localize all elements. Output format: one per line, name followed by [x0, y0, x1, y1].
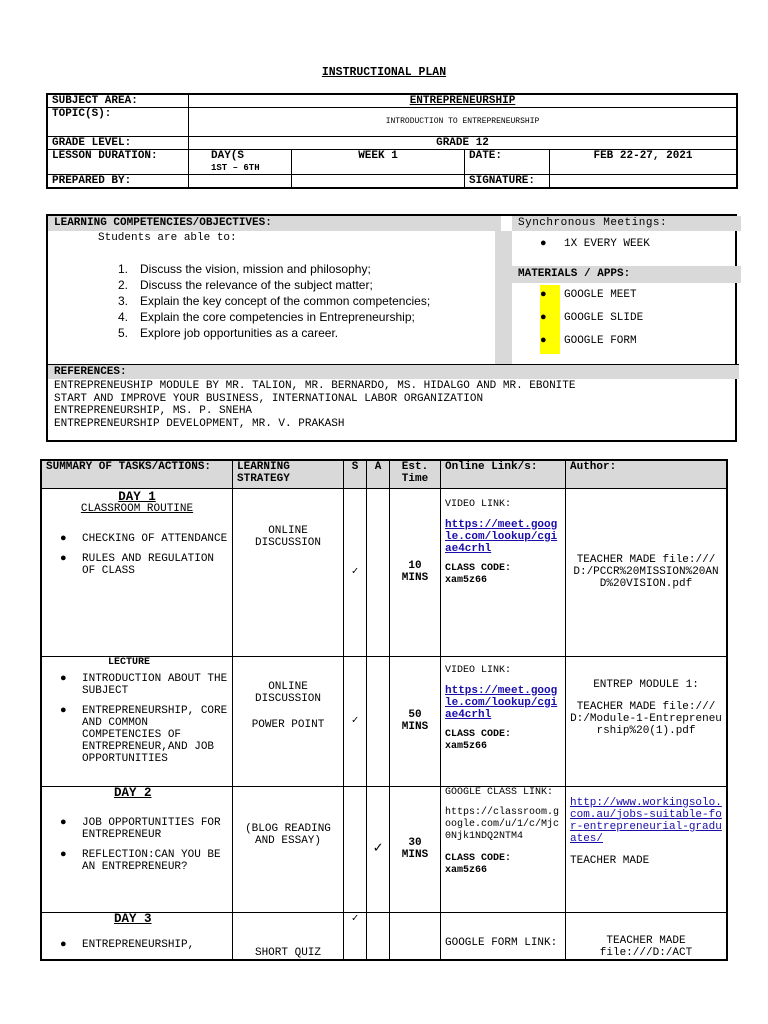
signature-value: [550, 175, 738, 189]
empty-cell: [344, 786, 367, 912]
prepared-value: [189, 175, 292, 189]
materials-list: [540, 285, 643, 354]
author-text: TEACHER MADE file:///D:/Module-1-Entrepreneurship%20(1).pdf: [570, 700, 722, 737]
empty-cell: [367, 488, 390, 656]
material-item: ● GOOGLE MEET: [540, 285, 643, 308]
summary-table: [40, 459, 728, 961]
subject-value: ENTREPRENEURSHIP: [189, 94, 738, 108]
col-author: Author:: [566, 460, 728, 488]
author-cell: TEACHER MADE file:///D:/ACT: [566, 912, 728, 960]
links-cell: [441, 488, 566, 656]
material-item: ● GOOGLE SLIDE: [540, 308, 643, 331]
sync-heading: Synchronous Meetings:: [512, 216, 741, 231]
check-mark-icon: ✓: [367, 786, 390, 912]
class-code: xam5z66: [445, 574, 488, 586]
objective-item: 1. Discuss the vision, mission and philosophy;: [118, 262, 371, 276]
students-intro: Students are able to:: [98, 232, 237, 244]
prepared-label: PREPARED BY:: [47, 175, 189, 189]
class-code: xam5z66: [445, 864, 488, 876]
time-cell: 30 MINS: [390, 786, 441, 912]
date-label: DATE:: [465, 150, 550, 175]
day-heading: DAY 3: [114, 911, 152, 926]
col-time: Est. Time: [390, 460, 441, 488]
tasks-cell: [41, 488, 233, 656]
date-value: FEB 22-27, 2021: [550, 150, 738, 175]
list-item: ● JOB OPPORTUNITIES FOR ENTREPRENEUR: [46, 817, 228, 841]
duration-line1: DAY(S: [211, 150, 245, 162]
code-label: CLASS CODE:: [445, 562, 512, 574]
strategy-cell: ONLINE DISCUSSION: [233, 488, 344, 656]
tasks-cell: [41, 786, 233, 912]
bullet-icon: ●: [540, 312, 547, 324]
link-label: GOOGLE CLASS LINK:: [445, 786, 554, 798]
bullet-icon: ●: [60, 532, 67, 545]
author-link[interactable]: http://www.workingsolo.com.au/jobs-suitable-for-entrepreneurial-graduates/: [570, 796, 722, 845]
list-item: ● CHECKING OF ATTENDANCE: [46, 533, 228, 545]
signature-label: SIGNATURE:: [465, 175, 550, 189]
list-item: ● INTRODUCTION ABOUT THE SUBJECT: [46, 673, 228, 697]
author-cell: TEACHER MADE file:///D:/PCCR%20MISSION%20AND%20VISION.pdf: [566, 488, 728, 656]
bullet-icon: ●: [540, 335, 547, 347]
link-label: VIDEO LINK:: [445, 664, 512, 676]
bullet-icon: ●: [60, 704, 67, 717]
header-table: [46, 93, 738, 189]
class-code: xam5z66: [445, 740, 488, 752]
duration-label: LESSON DURATION:: [47, 150, 189, 175]
author-cell: [566, 786, 728, 912]
objective-item: 5. Explore job opportunities as a career.: [118, 326, 339, 340]
time-cell: [390, 912, 441, 960]
col-s: S: [344, 460, 367, 488]
bullet-icon: ●: [60, 938, 67, 951]
sync-item: ● 1X EVERY WEEK: [540, 238, 650, 250]
objective-item: 3. Explain the key concept of the common competencies;: [118, 294, 431, 308]
video-link[interactable]: https://meet.google.com/lookup/cgiae4crhl: [445, 684, 558, 721]
class-link[interactable]: https://classroom.google.com/u/1/c/Mjc0Njk1NDQ2NTM4: [445, 806, 560, 842]
check-mark-icon: ✓: [344, 656, 367, 786]
materials-heading: MATERIALS / APPS:: [512, 266, 741, 283]
bullet-icon: ●: [540, 289, 547, 301]
table-row: [41, 488, 727, 656]
reference-item: ENTREPRENEUSHIP MODULE BY MR. TALION, MR. BERNARDO, MS. HIDALGO AND MR. EBONITE: [54, 380, 576, 392]
divider-strip: [495, 231, 512, 364]
objectives-list: [118, 261, 430, 341]
tasks-cell: [41, 912, 233, 960]
week-value: WEEK 1: [292, 150, 465, 175]
day-heading: DAY 1: [118, 489, 156, 504]
table-row: [41, 786, 727, 912]
duration-value: [189, 150, 292, 175]
duration-line2: 1ST – 6TH: [211, 163, 260, 173]
strategy-cell: (BLOG READING AND ESSAY): [233, 786, 344, 912]
bullet-icon: ●: [540, 238, 547, 250]
list-item: ● ENTREPRENEURSHIP, CORE AND COMMON COMPETENCIES OF ENTREPRENEUR,AND JOB OPPORTUNITIES: [46, 705, 228, 765]
list-item: ● RULES AND REGULATION OF CLASS: [46, 553, 228, 577]
author-text: TEACHER MADE: [570, 854, 650, 867]
reference-item: START AND IMPROVE YOUR BUSINESS, INTERNATIONAL LABOR ORGANIZATION: [54, 392, 484, 405]
day-heading: DAY 2: [114, 785, 152, 800]
empty-cell: [367, 912, 390, 960]
video-link[interactable]: https://meet.google.com/lookup/cgiae4crhl: [445, 518, 558, 555]
table-row: [41, 912, 727, 960]
bullet-icon: ●: [60, 848, 67, 861]
links-cell: [441, 656, 566, 786]
links-cell: [441, 786, 566, 912]
competencies-heading: LEARNING COMPETENCIES/OBJECTIVES:: [48, 216, 501, 231]
prepared-value-2: [292, 175, 465, 189]
bullet-icon: ●: [60, 816, 67, 829]
reference-item: ENTREPRENEURSHIP DEVELOPMENT, MR. V. PRAKASH: [54, 417, 345, 430]
references-heading: REFERENCES:: [48, 364, 739, 379]
grade-label: GRADE LEVEL:: [47, 137, 189, 150]
reference-item: ENTREPRENEURSHIP, MS. P. SNEHA: [54, 405, 253, 417]
objective-item: 4. Explain the core competencies in Entrepreneurship;: [118, 310, 415, 324]
code-label: CLASS CODE:: [445, 852, 512, 864]
author-cell: [566, 656, 728, 786]
subject-label: SUBJECT AREA:: [47, 94, 189, 108]
material-item: ● GOOGLE FORM: [540, 331, 643, 354]
grade-value: GRADE 12: [189, 137, 738, 150]
author-title: ENTREP MODULE 1:: [593, 678, 699, 691]
competencies-box: [46, 214, 737, 442]
table-row: [41, 656, 727, 786]
empty-cell: [367, 656, 390, 786]
check-mark-icon: ✓: [344, 488, 367, 656]
check-mark-icon: ✓: [344, 912, 367, 960]
bullet-icon: ●: [60, 672, 67, 685]
col-tasks: SUMMARY OF TASKS/ACTIONS:: [41, 460, 233, 488]
topic-label: TOPIC(S):: [47, 108, 189, 137]
day-heading: LECTURE: [108, 656, 151, 668]
time-cell: 50 MINS: [390, 656, 441, 786]
strategy-cell: ONLINE DISCUSSION POWER POINT: [233, 656, 344, 786]
link-label: VIDEO LINK:: [445, 498, 512, 510]
col-a: A: [367, 460, 390, 488]
list-item: ● REFLECTION:CAN YOU BE AN ENTREPRENEUR?: [46, 849, 228, 873]
tasks-cell: [41, 656, 233, 786]
link-label: GOOGLE FORM LINK:: [441, 912, 566, 960]
topic-value: INTRODUCTION TO ENTREPRENEURSHIP: [189, 108, 738, 137]
code-label: CLASS CODE:: [445, 728, 512, 740]
strategy-cell: SHORT QUIZ: [233, 912, 344, 960]
time-cell: 10 MINS: [390, 488, 441, 656]
document-title: INSTRUCTIONAL PLAN: [321, 66, 447, 79]
col-links: Online Link/s:: [441, 460, 566, 488]
bullet-icon: ●: [60, 552, 67, 565]
list-item: ● ENTREPRENEURSHIP,: [46, 939, 228, 951]
references-list: [54, 380, 576, 430]
col-strategy: LEARNING STRATEGY: [233, 460, 344, 488]
day-subtitle: CLASSROOM ROUTINE: [80, 502, 194, 515]
objective-item: 2. Discuss the relevance of the subject matter;: [118, 278, 373, 292]
